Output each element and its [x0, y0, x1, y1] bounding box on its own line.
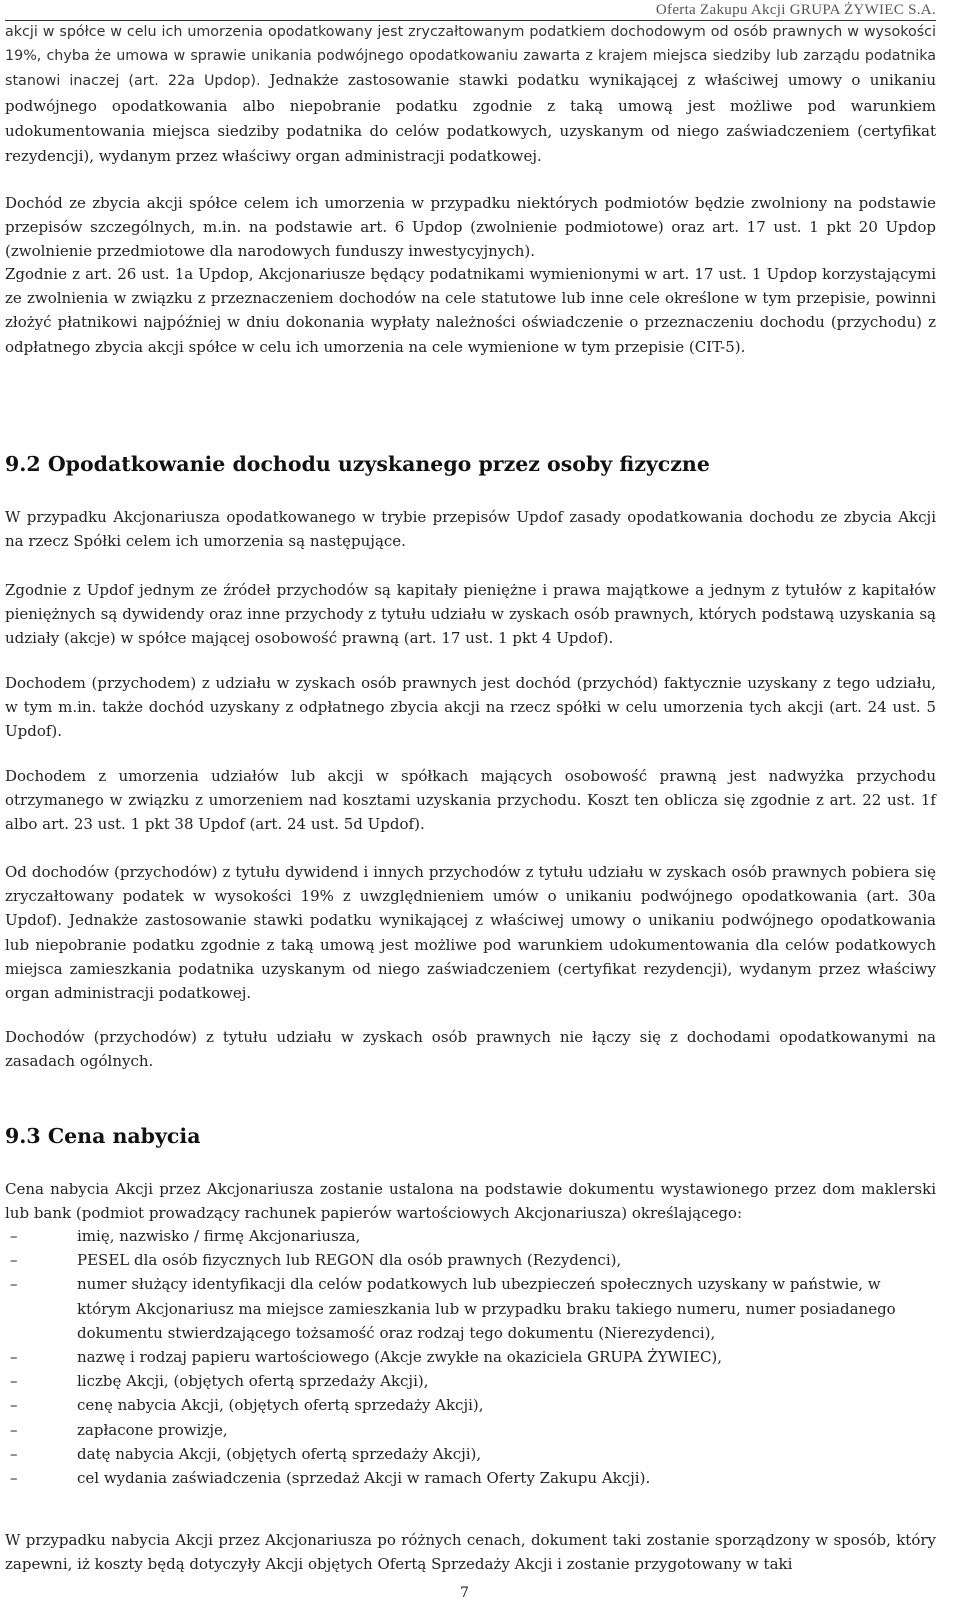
list-item-text: cenę nabycia Akcji, (objętych ofertą sprzedaży Akcji),: [77, 1396, 484, 1415]
list-item: [5, 1224, 936, 1248]
paragraph-exemption: Dochód ze zbycia akcji spółce celem ich umorzenia w przypadku niektórych podmiotów będzie zwolniony na podstawie przepisów szczególnych, m.in. na podstawie art. 6 Updop (zwolnienie podmiotowe) oraz art. 17 ust. 1 pkt 20 Updop (zwolnienie przedmiotowe dla narodowych funduszy inwestycyjnych).: [5, 194, 936, 261]
list-item: [5, 1369, 936, 1393]
list-dash: –: [10, 1348, 18, 1367]
list-dash: –: [10, 1420, 18, 1439]
list-item: [5, 1418, 936, 1442]
list-dash: –: [10, 1251, 18, 1270]
list-item-text: numer służący identyfikacji dla celów podatkowych lub ubezpieczeń społecznych uzyskany w państwie, w którym Akcjonariusz ma miejsce zamieszkania lub w przypadku braku takiego numeru, numer posiadanego dokumentu stwierdzającego tożsamość oraz rodzaj tego dokumentu (Nierezydenci),: [77, 1275, 896, 1342]
section-title-9-2: Opodatkowanie dochodu uzyskanego przez osoby fizyczne: [47, 452, 710, 476]
list-item: [5, 1393, 936, 1417]
paragraph-cit-withholding: [5, 20, 936, 169]
paragraph-income-sources: Zgodnie z Updof jednym ze źródeł przychodów są kapitały pieniężne i prawa majątkowe a jednym z tytułów z kapitałów pieniężnych są dywidendy oraz inne przychody z tytułu udziału w zyskach osób prawnych, których podstawą uzyskania są udziały (akcje) w spółce mającej osobowość prawną (art. 17 ust. 1 pkt 4 Updof).: [5, 581, 936, 648]
paragraph-income-definition: Dochodem (przychodem) z udziału w zyskach osób prawnych jest dochód (przychód) faktycznie uzyskany z tego udziału, w tym m.in. także dochód uzyskany z odpłatnego zbycia akcji na rzecz spółki w celu umorzenia tych akcji (art. 24 ust. 5 Updof).: [5, 674, 936, 741]
list-dash: –: [10, 1469, 18, 1488]
paragraph-pit-intro: W przypadku Akcjonariusza opodatkowanego w trybie przepisów Updof zasady opodatkowania dochodu ze zbycia Akcji na rzecz Spółki celem ich umorzenia są następujące.: [5, 508, 936, 551]
paragraph-acquisition-price: Cena nabycia Akcji przez Akcjonariusza zostanie ustalona na podstawie dokumentu wystawionego przez dom maklerski lub bank (podmiot prowadzący rachunek papierów wartościowych Akcjonariusza) określającego:: [5, 1180, 936, 1223]
list-item-text: PESEL dla osób fizycznych lub REGON dla osób prawnych (Rezydenci),: [77, 1251, 622, 1270]
list-item-text: cel wydania zaświadczenia (sprzedaż Akcji w ramach Oferty Zakupu Akcji).: [77, 1469, 651, 1488]
section-number-9-2: 9.2: [5, 452, 41, 476]
list-item-text: datę nabycia Akcji, (objętych ofertą sprzedaży Akcji),: [77, 1444, 482, 1463]
list-dash: –: [10, 1396, 18, 1415]
list-dash: –: [10, 1372, 18, 1391]
section-heading-9-2: [5, 451, 710, 477]
list-dash: –: [10, 1444, 18, 1463]
list-item: [5, 1248, 936, 1272]
list-item-text: liczbę Akcji, (objętych ofertą sprzedaży Akcji),: [77, 1372, 429, 1391]
document-contents-list: [5, 1224, 936, 1490]
paragraph-cit-withholding-part2: Jednakże zastosowanie stawki podatku wynikającej z właściwej umowy o unikaniu podwójnego opodatkowania albo niepobranie podatku zgodnie z taką umową jest możliwe pod warunkiem udokumentowania miejsca siedziby podatnika do celów podatkowych, uzyskanym od niego zaświadczeniem (certyfikat rezydencji), wydanym przez właściwy organ administracji podatkowej.: [5, 71, 936, 166]
paragraph-no-aggregation: Dochodów (przychodów) z tytułu udziału w zyskach osób prawnych nie łączy się z dochodami opodatkowanymi na zasadach ogólnych.: [5, 1028, 936, 1071]
list-dash: –: [10, 1227, 18, 1245]
paragraph-flat-tax: Od dochodów (przychodów) z tytułu dywidend i innych przychodów z tytułu udziału w zyskach osób prawnych pobiera się zryczałtowany podatek w wysokości 19% z uwzględnieniem umów o unikaniu podwójnego opodatkowania (art. 30a Updof). Jednakże zastosowanie stawki podatku wynikającej z właściwej umowy o unikaniu podwójnego opodatkowania lub niepobranie podatku zgodnie z taką umową jest możliwe pod warunkiem udokumentowania dla celów podatkowych miejsca zamieszkania podatnika uzyskanym od niego zaświadczeniem (certyfikat rezydencji), wydanym przez właściwy organ administracji podatkowej.: [5, 863, 936, 1003]
list-item: [5, 1272, 936, 1345]
list-item-text: imię, nazwisko / firmę Akcjonariusza,: [77, 1227, 361, 1245]
list-item-text: nazwę i rodzaj papieru wartościowego (Akcje zwykłe na okaziciela GRUPA ŻYWIEC),: [77, 1348, 723, 1367]
section-heading-9-3: [5, 1123, 200, 1149]
document-header-title: Oferta Zakupu Akcji GRUPA ŻYWIEC S.A.: [655, 2, 936, 18]
list-item: [5, 1345, 936, 1369]
list-item-text: zapłacone prowizje,: [77, 1420, 228, 1439]
list-dash: –: [10, 1275, 18, 1294]
paragraph-redemption-income: Dochodem z umorzenia udziałów lub akcji w spółkach mających osobowość prawną jest nadwyżka przychodu otrzymanego w związku z umorzeniem nad kosztami uzyskania przychodu. Koszt ten oblicza się zgodnie z art. 22 ust. 1f albo art. 23 ust. 1 pkt 38 Updof (art. 24 ust. 5d Updof).: [5, 767, 936, 834]
paragraph-cit-withholding-part1: akcji w spółce w celu ich umorzenia opodatkowany jest zryczałtowanym podatkiem dochodowym od osób prawnych w wysokości 19%, chyba że umowa w sprawie unikania podwójnego opodatkowaniu zawarta z krajem miejsca siedziby lub zarządu podatnika stanowi inaczej (art. 22a Updop).: [5, 24, 936, 90]
list-item: [5, 1442, 936, 1466]
paragraph-cit5-statement: Zgodnie z art. 26 ust. 1a Updop, Akcjonariusze będący podatnikami wymienionymi w art. 17 ust. 1 Updop korzystającymi ze zwolnienia w związku z przeznaczeniem dochodów na cele statutowe lub inne cele określone w tym przepisie, powinni złożyć płatnikowi najpóźniej w dniu dokonania wypłaty należności oświadczenie o przeznaczeniu dochodu (przychodu) z odpłatnego zbycia akcji spółce w celu ich umorzenia na cele wymienione w tym przepisie (CIT-5).: [5, 265, 936, 356]
list-item: [5, 1466, 936, 1490]
paragraph-different-prices: W przypadku nabycia Akcji przez Akcjonariusza po różnych cenach, dokument taki zostanie sporządzony w sposób, który zapewni, iż koszty będą dotyczyły Akcji objętych Ofertą Sprzedaży Akcji i zostanie przygotowany w taki: [5, 1531, 936, 1574]
page-number: 7: [460, 1585, 469, 1601]
section-number-9-3: 9.3: [5, 1124, 41, 1148]
section-title-9-3: Cena nabycia: [47, 1124, 201, 1148]
